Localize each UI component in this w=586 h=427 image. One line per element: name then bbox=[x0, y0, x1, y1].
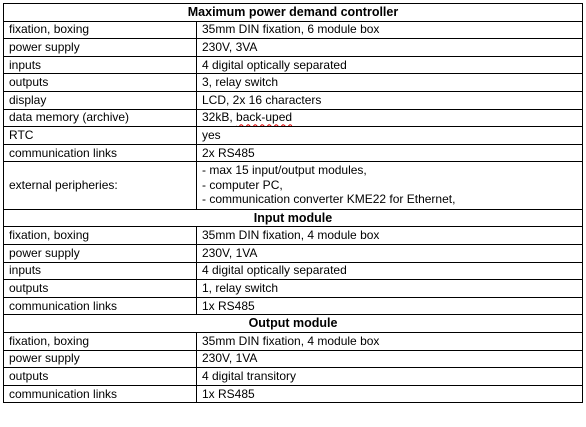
table-row bbox=[4, 21, 583, 39]
list-item: - computer PC, bbox=[202, 177, 283, 192]
table-row bbox=[4, 162, 583, 210]
row-value: 230V, 1VA bbox=[197, 350, 583, 368]
table-row bbox=[4, 262, 583, 280]
table-row bbox=[4, 280, 583, 298]
row-label: inputs bbox=[4, 262, 197, 280]
table-row bbox=[4, 109, 583, 127]
row-label: communication links bbox=[4, 144, 197, 162]
row-label: power supply bbox=[4, 39, 197, 57]
row-label: communication links bbox=[4, 385, 197, 403]
row-value: yes bbox=[197, 127, 583, 145]
row-value: 3, relay switch bbox=[197, 74, 583, 92]
section-title: Input module bbox=[4, 209, 583, 227]
row-value: 230V, 1VA bbox=[197, 245, 583, 263]
row-label: external peripheries: bbox=[4, 162, 197, 210]
row-value: 4 digital transitory bbox=[197, 368, 583, 386]
section-title: Output module bbox=[4, 315, 583, 333]
row-label: inputs bbox=[4, 56, 197, 74]
row-value: 35mm DIN fixation, 6 module box bbox=[197, 21, 583, 39]
spec-table bbox=[3, 3, 583, 403]
row-label: fixation, boxing bbox=[4, 21, 197, 39]
row-value-list bbox=[197, 162, 583, 210]
row-value: 1x RS485 bbox=[197, 297, 583, 315]
section-title: Maximum power demand controller bbox=[4, 4, 583, 22]
row-label: data memory (archive) bbox=[4, 109, 197, 127]
table-row bbox=[4, 245, 583, 263]
row-label: outputs bbox=[4, 368, 197, 386]
row-value: 1x RS485 bbox=[197, 385, 583, 403]
row-label: power supply bbox=[4, 350, 197, 368]
row-label: communication links bbox=[4, 297, 197, 315]
section-header-row bbox=[4, 315, 583, 333]
table-row bbox=[4, 227, 583, 245]
row-value-prefix: 32kB, bbox=[202, 110, 237, 125]
row-value: 4 digital optically separated bbox=[197, 262, 583, 280]
row-value bbox=[197, 109, 583, 127]
table-row bbox=[4, 368, 583, 386]
row-value: 4 digital optically separated bbox=[197, 56, 583, 74]
row-value: LCD, 2x 16 characters bbox=[197, 91, 583, 109]
row-value: 35mm DIN fixation, 4 module box bbox=[197, 227, 583, 245]
row-label: display bbox=[4, 91, 197, 109]
row-value: 1, relay switch bbox=[197, 280, 583, 298]
table-row bbox=[4, 297, 583, 315]
spellcheck-flagged-word: back-uped bbox=[236, 110, 293, 125]
table-row bbox=[4, 39, 583, 57]
list-item: - max 15 input/output modules, bbox=[202, 163, 367, 178]
table-row bbox=[4, 56, 583, 74]
table-row bbox=[4, 350, 583, 368]
section-header-row bbox=[4, 4, 583, 22]
row-value: 2x RS485 bbox=[197, 144, 583, 162]
table-row bbox=[4, 74, 583, 92]
row-value: 230V, 3VA bbox=[197, 39, 583, 57]
list-item: - communication converter KME22 for Ethernet, bbox=[202, 192, 456, 207]
row-label: fixation, boxing bbox=[4, 227, 197, 245]
row-label: outputs bbox=[4, 280, 197, 298]
row-label: fixation, boxing bbox=[4, 333, 197, 351]
table-row bbox=[4, 127, 583, 145]
row-label: outputs bbox=[4, 74, 197, 92]
row-label: power supply bbox=[4, 245, 197, 263]
row-value: 35mm DIN fixation, 4 module box bbox=[197, 333, 583, 351]
section-header-row bbox=[4, 209, 583, 227]
table-row bbox=[4, 333, 583, 351]
table-row bbox=[4, 144, 583, 162]
row-label: RTC bbox=[4, 127, 197, 145]
table-row bbox=[4, 385, 583, 403]
table-row bbox=[4, 91, 583, 109]
